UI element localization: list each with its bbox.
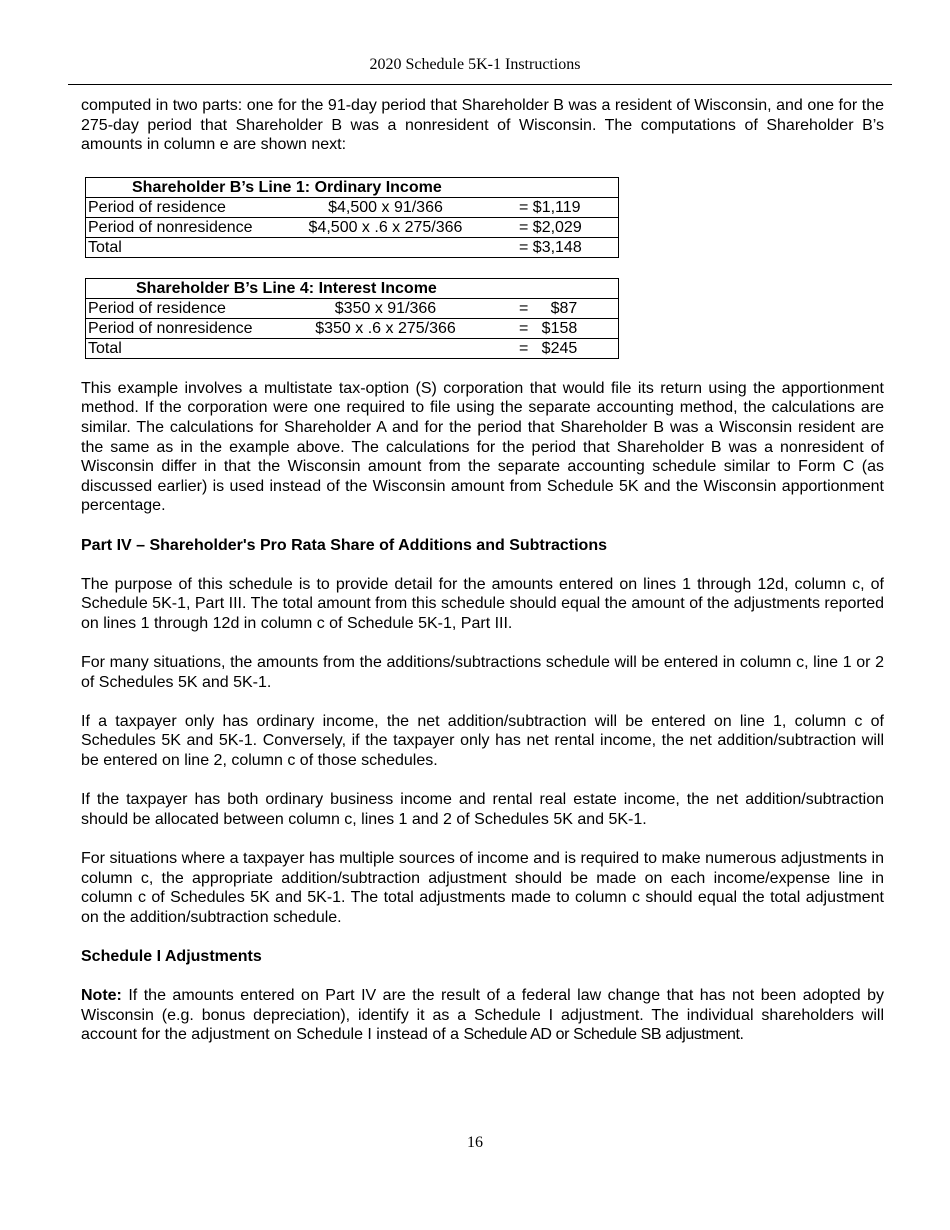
multiple-sources-paragraph: For situations where a taxpayer has multiple sources of income and is required to make numerous adjustments in column c, the appropriate addition/subtraction adjustment should be made on each income/expense line in column c of Schedules 5K and 5K-1. The total adjustments made to column c should equal the total adjustment on the addition/subtraction schedule.	[81, 850, 884, 926]
page-header: 2020 Schedule 5K-1 Instructions	[369, 56, 581, 73]
table-title: Shareholder B’s Line 1: Ordinary Income	[86, 177, 619, 197]
note-text: If the amounts entered on Part IV are the result of a federal law change that has not been adopted by Wisconsin (e.g. bonus depreciation), identify it as a Schedule I adjustment. The individual shareholders will account for the adjustment on Schedule I instead of a	[81, 987, 884, 1044]
page-number: 16	[467, 1134, 483, 1151]
note-tail: Schedule AD or Schedule SB adjustment.	[463, 1026, 744, 1044]
table-cell: Period of residence	[86, 298, 287, 318]
table-cell	[286, 237, 485, 257]
table-cell: Period of nonresidence	[86, 217, 287, 237]
table-cell: = $158	[485, 318, 619, 338]
page-body	[81, 96, 884, 1045]
table-cell	[286, 338, 485, 358]
table-cell: $4,500 x .6 x 275/366	[286, 217, 485, 237]
note-paragraph	[81, 986, 884, 1045]
table-cell: = $1,119	[485, 197, 619, 217]
table-cell: Total	[86, 237, 287, 257]
ordinary-income-paragraph: If a taxpayer only has ordinary income, the net addition/subtraction will be entered on line 1, column c of Schedules 5K and 5K-1. Conversely, if the taxpayer only has net rental income, the net addition/subtraction will be entered on line 2, column c of those schedules.	[81, 712, 884, 770]
table-cell: = $245	[485, 338, 619, 358]
table-row	[86, 217, 619, 237]
table-row	[86, 298, 619, 318]
table-row	[86, 338, 619, 358]
note-label: Note:	[81, 987, 122, 1005]
purpose-paragraph: The purpose of this schedule is to provide detail for the amounts entered on lines 1 through 12d, column c, of Schedule 5K-1, Part III. The total amount from this schedule should equal the amount of the adjustments reported on lines 1 through 12d in column c of Schedule 5K-1, Part III.	[81, 575, 884, 632]
table-row	[86, 197, 619, 217]
example-paragraph: This example involves a multistate tax-option (S) corporation that would file its return using the apportionment method. If the corporation were one required to file using the separate accounting method, the calculations are similar. The calculations for Shareholder A and for the period that Shareholder B was a Wisconsin resident are the same as in the example above. The calculations for the period that Shareholder B was a nonresident of Wisconsin differ in that the Wisconsin amount from the separate accounting schedule similar to Form C (as discussed earlier) is used instead of the Wisconsin amount from Schedule 5K and the Wisconsin apportionment percentage.	[81, 379, 884, 515]
table-title: Shareholder B’s Line 4: Interest Income	[86, 278, 619, 298]
table-row	[86, 237, 619, 257]
many-situations-paragraph: For many situations, the amounts from the additions/subtractions schedule will be entered in column c, line 1 or 2 of Schedules 5K and 5K-1.	[81, 654, 884, 691]
ordinary-income-table	[85, 177, 619, 258]
intro-paragraph: computed in two parts: one for the 91-day period that Shareholder B was a resident of Wisconsin, and one for the 275-day period that Shareholder B was a nonresident of Wisconsin. The computations of Shareholder B’s amounts in column e are shown next:	[81, 97, 884, 154]
table-cell: $350 x .6 x 275/366	[286, 318, 485, 338]
schedule-i-heading: Schedule I Adjustments	[81, 948, 262, 965]
table-cell: $4,500 x 91/366	[286, 197, 485, 217]
part-iv-heading: Part IV – Shareholder's Pro Rata Share of Additions and Subtractions	[81, 536, 607, 554]
table-cell: Total	[86, 338, 287, 358]
table-cell: = $2,029	[485, 217, 619, 237]
table-row	[86, 318, 619, 338]
table-cell: $350 x 91/366	[286, 298, 485, 318]
both-incomes-paragraph: If the taxpayer has both ordinary business income and rental real estate income, the net addition/subtraction should be allocated between column c, lines 1 and 2 of Schedules 5K and 5K-1.	[81, 791, 884, 828]
table-cell: Period of nonresidence	[86, 318, 287, 338]
header-rule	[68, 84, 892, 85]
table-cell: = $87	[485, 298, 619, 318]
interest-income-table	[85, 278, 619, 359]
table-cell: Period of residence	[86, 197, 287, 217]
table-cell: = $3,148	[485, 237, 619, 257]
